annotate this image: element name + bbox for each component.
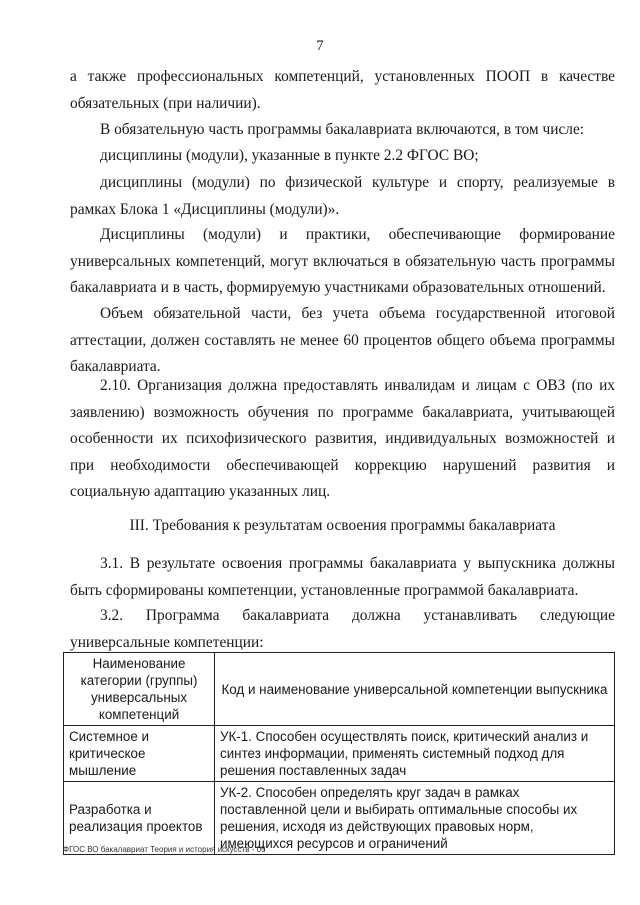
table-cell-competence: УК-2. Способен определять круг задач в рамках поставленной цели и выбирать оптимальные способы их решения, исходя из действующих правовых норм, имеющихся ресурсов и ограничений: [215, 782, 615, 855]
paragraph-mandatory-part: В обязательную часть программы бакалавриата включаются, в том числе:: [100, 121, 585, 138]
page-number: 7: [316, 38, 324, 54]
footer-note: ФГОС ВО бакалавриат Теория и история искусств - 05: [63, 845, 266, 854]
paragraph-disciplines-sport: дисциплины (модули) по физической культуре и спорту, реализуемые в рамках Блока 1 «Дисциплины (модули)».: [70, 174, 615, 218]
paragraph-disciplines-fgos: дисциплины (модули), указанные в пункте 2.2 ФГОС ВО;: [100, 147, 479, 164]
paragraph-continuation: а также профессиональных компетенций, установленных ПООП в качестве обязательных (при наличии).: [70, 68, 615, 112]
table-row: [64, 726, 615, 782]
table-cell-competence: УК-1. Способен осуществлять поиск, критический анализ и синтез информации, применять системный подход для решения поставленных задач: [215, 726, 615, 782]
table-header-category: Наименование категории (группы) универсальных компетенций: [64, 653, 215, 726]
competences-table: [63, 652, 615, 855]
table-cell-category: Системное и критическое мышление: [64, 726, 215, 782]
table-cell-category: Разработка и реализация проектов: [64, 782, 215, 855]
paragraph-mandatory-volume: Объем обязательной части, без учета объема государственной итоговой аттестации, должен составлять не менее 60 процентов общего объема программы бакалавриата.: [70, 305, 615, 375]
table-header-competence: Код и наименование универсальной компетенции выпускника: [215, 653, 615, 726]
table-header-row: [64, 653, 615, 726]
section-heading: III. Требования к результатам освоения программы бакалавриата: [129, 517, 556, 534]
paragraph-universal-competences: Дисциплины (модули) и практики, обеспечивающие формирование универсальных компетенций, могут включаться в обязательную часть программы бакалавриата и в часть, формируемую участниками образовательных отношений.: [70, 226, 615, 296]
table-row: [64, 782, 615, 855]
paragraph-3-1: 3.1. В результате освоения программы бакалавриата у выпускника должны быть сформированы компетенции, установленные программой бакалавриата.: [70, 555, 615, 599]
paragraph-3-2: 3.2. Программа бакалавриата должна устанавливать следующие универсальные компетенции:: [70, 607, 615, 651]
paragraph-2-10: 2.10. Организация должна предоставлять инвалидам и лицам с ОВЗ (по их заявлению) возможность обучения по программе бакалавриата, учитывающей особенности их психофизического развития, индивидуальных возможностей и при необходимости обеспечивающей коррекцию нарушений развития и социальную адаптацию указанных лиц.: [70, 377, 615, 500]
